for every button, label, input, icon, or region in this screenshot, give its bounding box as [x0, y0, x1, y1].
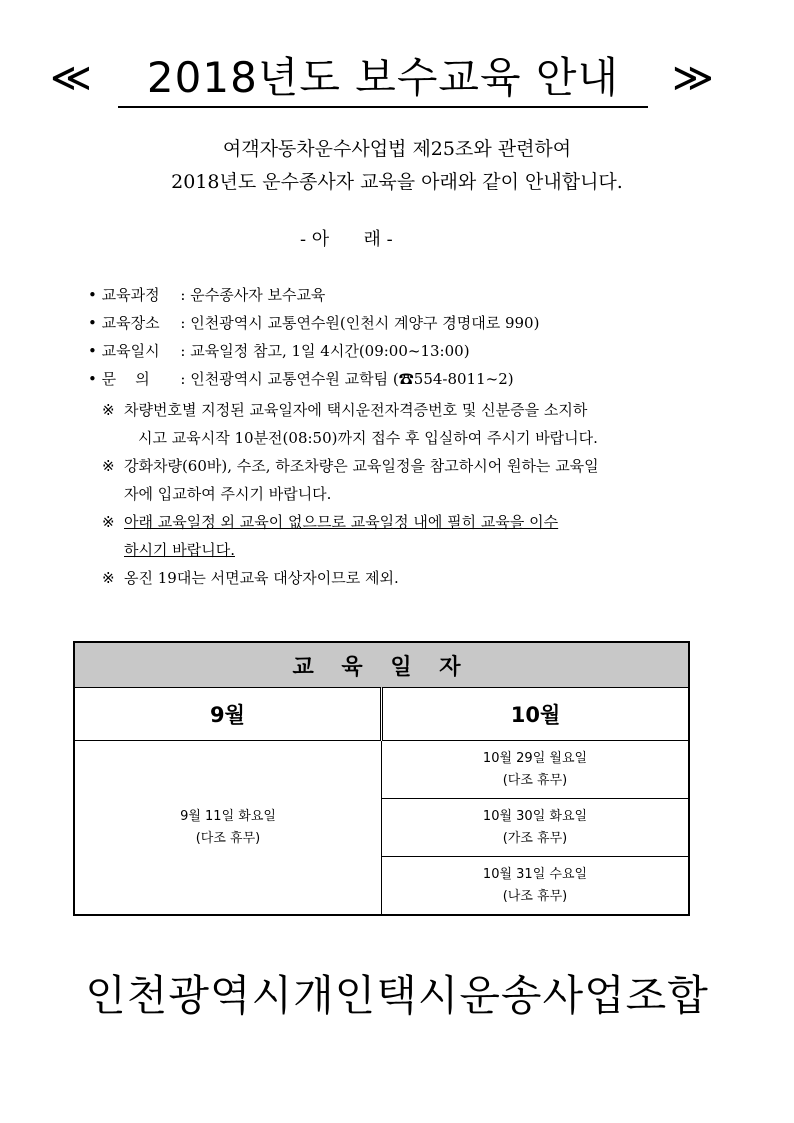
- note-mark: ※: [102, 457, 115, 475]
- organization-name: 인천광역시개인택시운송사업조합: [85, 971, 709, 1020]
- schedule-cell-sept: [74, 741, 382, 916]
- title-right-mark: ≫: [672, 55, 714, 101]
- note-line: 옹진 19대는 서면교육 대상자이므로 제외.: [124, 569, 399, 587]
- schedule-cell-oct-29: [382, 741, 690, 799]
- note-line: 아래 교육일정 외 교육이 없으므로 교육일정 내에 필히 교육을 이수: [124, 513, 559, 531]
- schedule-date: 10월 29일 월요일: [482, 750, 588, 766]
- schedule-header: 교 육 일 자: [74, 642, 689, 688]
- info-row-course: [88, 284, 728, 312]
- intro-line-1: 여객자동차운수사업법 제25조와 관련하여: [222, 138, 572, 160]
- info-label: 교육장소: [101, 314, 160, 332]
- month-october: 10월: [382, 688, 690, 741]
- title-left-mark: ≪: [50, 55, 92, 101]
- intro-line-2: 2018년도 운수종사자 교육을 아래와 같이 안내합니다.: [171, 171, 623, 193]
- intro-text: [0, 133, 794, 199]
- info-value: : 인천광역시 교통연수원(인천시 계양구 경명대로 990): [180, 314, 540, 332]
- info-section: [88, 284, 728, 592]
- info-row-location: [88, 312, 728, 340]
- note-mark: ※: [102, 513, 115, 531]
- note-line: 시고 교육시작 10분전(08:50)까지 접수 후 입실하여 주시기 바랍니다.: [138, 429, 598, 447]
- schedule-date: 9월 11일 화요일: [180, 808, 276, 824]
- bullet: •: [88, 370, 97, 388]
- schedule-table: [73, 641, 690, 916]
- note-3: [102, 508, 728, 564]
- bullet: •: [88, 342, 97, 360]
- info-row-contact: [88, 368, 728, 396]
- note-line: 차량번호별 지정된 교육일자에 택시운전자격증번호 및 신분증을 소지하: [124, 401, 588, 419]
- note-line: 자에 입교하여 주시기 바랍니다.: [124, 485, 332, 503]
- info-value: : 인천광역시 교통연수원 교학팀 (☎554-8011~2): [180, 370, 514, 388]
- bullet: •: [88, 314, 97, 332]
- title-block: [0, 52, 794, 112]
- page-title: 2018년도 보수교육 안내: [118, 52, 648, 108]
- bullet: •: [88, 286, 97, 304]
- section-marker: - 아 래 -: [300, 229, 393, 250]
- schedule-date: 10월 31일 수요일: [482, 866, 588, 882]
- schedule-group: (나조 휴무): [502, 888, 568, 904]
- schedule-cell-oct-31: [382, 857, 690, 916]
- schedule-date: 10월 30일 화요일: [482, 808, 588, 824]
- note-mark: ※: [102, 569, 115, 587]
- note-mark: ※: [102, 401, 115, 419]
- info-value: : 교육일정 참고, 1일 4시간(09:00~13:00): [180, 342, 470, 360]
- month-september: 9월: [74, 688, 382, 741]
- schedule-group: (가조 휴무): [502, 830, 568, 846]
- info-label: 문 의: [101, 370, 150, 388]
- note-line: 강화차량(60바), 수조, 하조차량은 교육일정을 참고하시어 원하는 교육일: [124, 457, 599, 475]
- schedule-group: (다조 휴무): [502, 772, 568, 788]
- note-4: [102, 564, 728, 592]
- note-2: [102, 452, 728, 508]
- schedule-group: (다조 휴무): [195, 830, 261, 846]
- info-row-time: [88, 340, 728, 368]
- info-label: 교육과정: [101, 286, 160, 304]
- note-1: [102, 396, 728, 452]
- info-value: : 운수종사자 보수교육: [180, 286, 326, 304]
- schedule-cell-oct-30: [382, 799, 690, 857]
- note-line: 하시기 바랍니다.: [124, 541, 235, 559]
- info-label: 교육일시: [101, 342, 160, 360]
